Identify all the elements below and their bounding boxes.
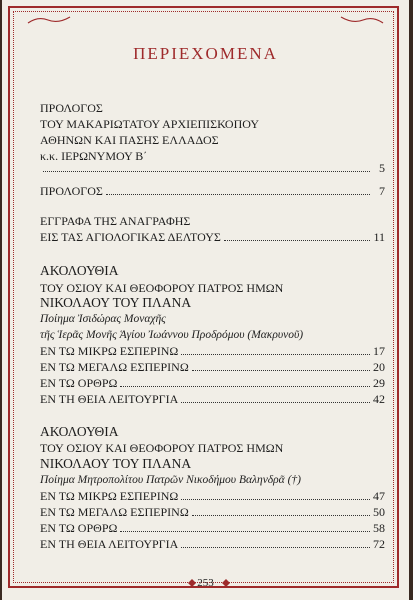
page-number: 50 [373,505,385,519]
prologue-line-4: κ.κ. ΙΕΡΩΝΥΜΟΥ Β΄ [40,149,148,163]
dot-leader [181,498,370,500]
book-page [2,0,409,600]
page-number: 58 [373,521,385,535]
toc-entry[interactable] [40,521,385,535]
section2-subtitle-1: ΤΟΥ ΟΣΙΟΥ ΚΑΙ ΘΕΟΦΟΡΟΥ ΠΑΤΡΟΣ ΗΜΩΝ [40,441,284,455]
section1-author-2: τῆς Ἱερᾶς Μονῆς Ἁγίου Ἰωάννου Προδρόμου (Μακρυνοῦ) [40,329,304,341]
dot-leader [43,170,370,172]
section1-subtitle-2: ΝΙΚΟΛΑΟΥ ΤΟΥ ΠΛΑΝΑ [40,295,192,310]
entry-title: ΠΡΟΛΟΓΟΣ [40,184,103,198]
toc-entry-prologue1[interactable] [40,161,385,175]
toc-entry-prologue2[interactable] [40,184,385,198]
page-number: 42 [373,392,385,406]
dot-leader [120,530,370,532]
prologue-line-2: ΤΟΥ ΜΑΚΑΡΙΩΤΑΤΟΥ ΑΡΧΙΕΠΙΣΚΟΠΟΥ [40,117,259,131]
dot-leader [106,193,370,195]
entry-title: ΕΝ ΤΩ ΜΙΚΡΩ ΕΣΠΕΡΙΝΩ [40,489,179,503]
toc-entry[interactable] [40,489,385,503]
dot-leader [192,369,370,371]
prologue-heading: ΠΡΟΛΟΓΟΣ [40,101,103,115]
page-number: 7 [379,184,385,198]
dot-leader [192,514,370,516]
entry-title: ΕΝ ΤΩ ΟΡΘΡΩ [40,521,118,535]
section1-subtitle-1: ΤΟΥ ΟΣΙΟΥ ΚΑΙ ΘΕΟΦΟΡΟΥ ΠΑΤΡΟΣ ΗΜΩΝ [40,281,284,295]
entry-title: ΕΙΣ ΤΑΣ ΑΓΙΟΛΟΓΙΚΑΣ ΔΕΛΤΟΥΣ [40,230,221,244]
section2-heading: ΑΚΟΛΟΥΘΙΑ [40,424,119,439]
toc-entry[interactable] [40,505,385,519]
dot-leader [120,385,370,387]
toc-entry[interactable] [40,376,385,390]
entry-title: ΕΝ ΤΩ ΟΡΘΡΩ [40,376,118,390]
entry-title: ΕΝ ΤΩ ΜΙΚΡΩ ΕΣΠΕΡΙΝΩ [40,344,179,358]
entry-title: ΕΝ ΤΗ ΘΕΙΑ ΛΕΙΤΟΥΡΓΙΑ [40,537,179,551]
top-right-ornament [339,15,385,25]
entry-title: ΕΝ ΤΩ ΜΕΓΑΛΩ ΕΣΠΕΡΙΝΩ [40,505,189,519]
section2-author-1: Ποίημα Μητροπολίτου Πατρῶν Νικοδήμου Βαληνδρᾶ (†) [40,474,301,486]
section2-subtitle-2: ΝΙΚΟΛΑΟΥ ΤΟΥ ΠΛΑΝΑ [40,456,192,471]
top-left-ornament [26,15,72,25]
dot-leader [181,546,370,548]
section1-author-1: Ποίημα Ἰσιδώρας Μοναχῆς [40,313,166,325]
entry-title: ΕΝ ΤΗ ΘΕΙΑ ΛΕΙΤΟΥΡΓΙΑ [40,392,179,406]
dot-leader [224,239,370,241]
toc-entry[interactable] [40,537,385,551]
page-number: 29 [373,376,385,390]
dot-leader [181,353,370,355]
page-number-footer: 253 [197,577,214,589]
page-number: 5 [379,161,385,175]
section1-heading: ΑΚΟΛΟΥΘΙΑ [40,263,119,278]
entry-title: ΕΝ ΤΩ ΜΕΓΑΛΩ ΕΣΠΕΡΙΝΩ [40,360,189,374]
page-number: 17 [373,344,385,358]
page-number: 72 [373,537,385,551]
toc-entry[interactable] [40,392,385,406]
page-number: 20 [373,360,385,374]
page-number: 47 [373,489,385,503]
toc-entry-document[interactable] [40,230,385,244]
page-title: ΠΕΡΙΕΧΟΜΕΝΑ [133,44,278,63]
dot-leader [181,401,370,403]
footer-ornament-right-icon [222,579,230,587]
prologue-line-3: ΑΘΗΝΩΝ ΚΑΙ ΠΑΣΗΣ ΕΛΛΑΔΟΣ [40,133,219,147]
document-line-1: ΕΓΓΡΑΦΑ ΤΗΣ ΑΝΑΓΡΑΦΗΣ [40,214,191,228]
page-number: 11 [373,230,385,244]
toc-entry[interactable] [40,344,385,358]
toc-entry[interactable] [40,360,385,374]
